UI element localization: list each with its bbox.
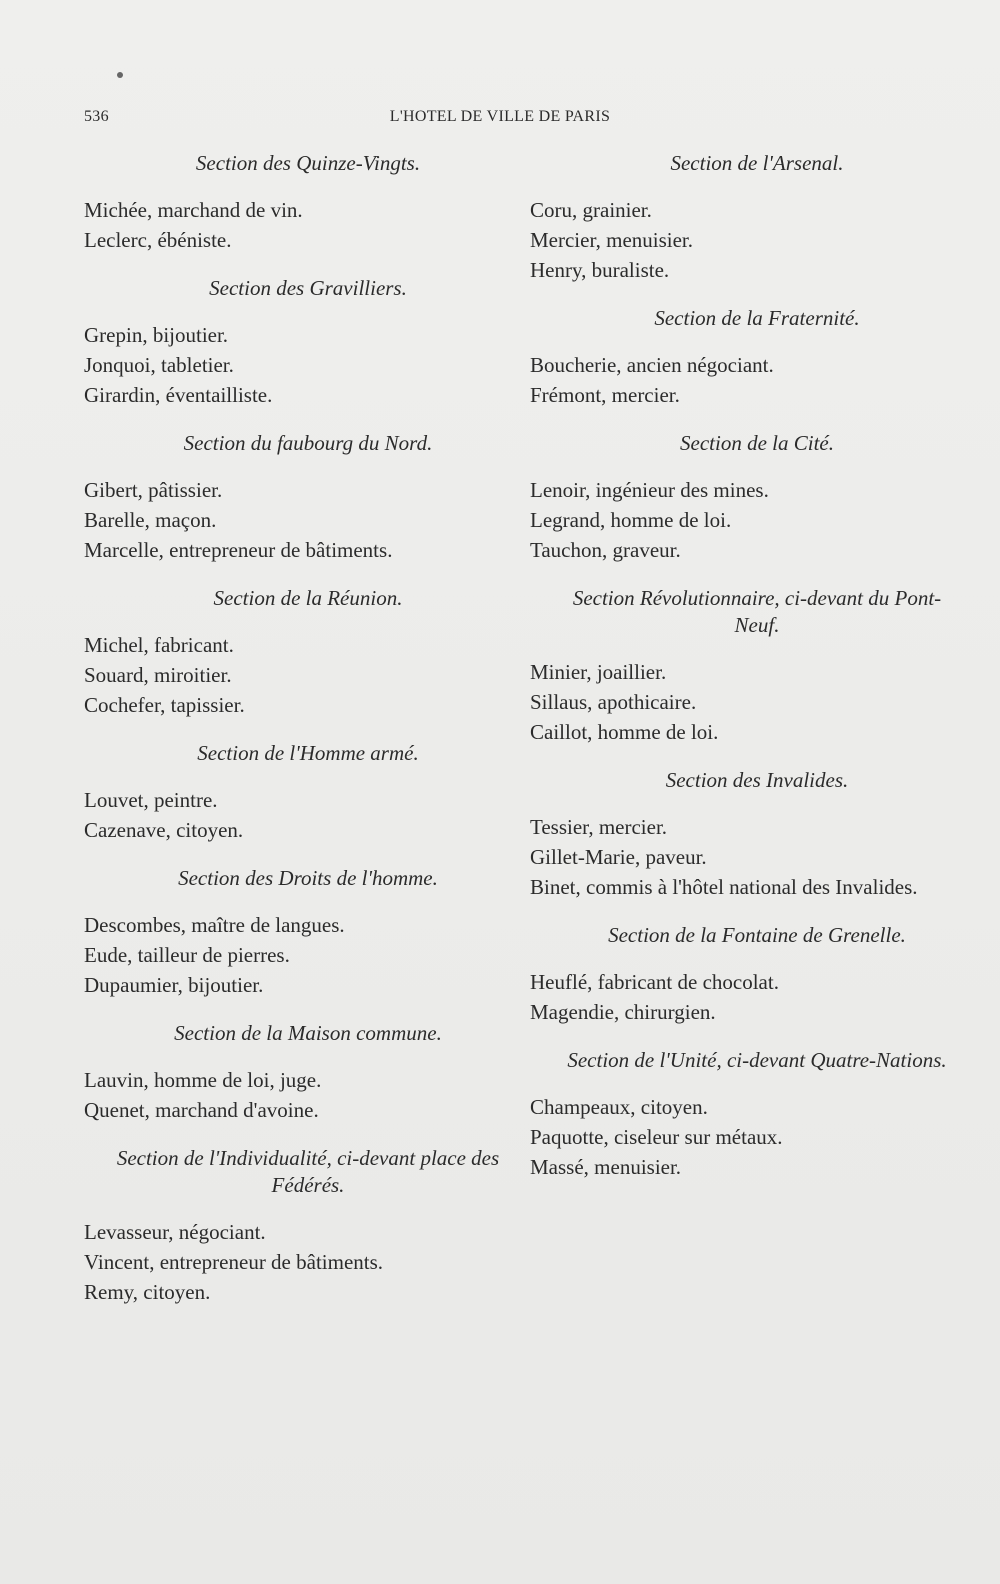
section-block: [84, 275, 514, 410]
member-list: [530, 657, 960, 747]
member-entry: Lenoir, ingénieur des mines.: [530, 478, 769, 502]
section-block: [530, 767, 960, 902]
member-list: [84, 320, 514, 410]
section-title: Section du faubourg du Nord.: [183, 431, 433, 455]
running-title: L'HOTEL DE VILLE DE PARIS: [389, 108, 611, 125]
member-entry: Souard, miroitier.: [84, 663, 232, 687]
section-title: Section Révolutionnaire, ci-devant du Pont-Neuf.: [572, 586, 942, 637]
member-entry: Jonquoi, tabletier.: [84, 353, 234, 377]
member-entry: Magendie, chirurgien.: [530, 1000, 716, 1024]
member-list: [530, 812, 960, 902]
section-block: [530, 1047, 960, 1182]
section-block: [84, 150, 514, 255]
member-entry: Mercier, menuisier.: [530, 228, 694, 252]
member-entry: Levasseur, négociant.: [84, 1220, 266, 1244]
section-title: Section de la Réunion.: [213, 586, 403, 610]
section-title: Section des Invalides.: [665, 768, 849, 792]
member-list: [84, 910, 514, 1000]
member-entry: Michel, fabricant.: [84, 633, 234, 657]
right-column: [530, 150, 960, 1202]
member-entry: Marcelle, entrepreneur de bâtiments.: [84, 538, 393, 562]
member-entry: Michée, marchand de vin.: [84, 198, 303, 222]
section-title: Section des Quinze-Vingts.: [195, 151, 421, 175]
member-entry: Tessier, mercier.: [530, 815, 668, 839]
section-block: [530, 150, 960, 285]
member-entry: Grepin, bijoutier.: [84, 323, 229, 347]
member-entry: Girardin, éventailliste.: [84, 383, 273, 407]
member-list: [530, 967, 960, 1027]
page-number: 536: [84, 108, 109, 125]
member-entry: Vincent, entrepreneur de bâtiments.: [84, 1250, 384, 1274]
member-entry: Eude, tailleur de pierres.: [84, 943, 290, 967]
member-list: [84, 475, 514, 565]
member-entry: Caillot, homme de loi.: [530, 720, 719, 744]
member-entry: Sillaus, apothicaire.: [530, 690, 697, 714]
member-entry: Lauvin, homme de loi, juge.: [84, 1068, 322, 1092]
section-title: Section de la Fontaine de Grenelle.: [608, 923, 906, 947]
section-block: [84, 740, 514, 845]
member-list: [530, 475, 960, 565]
section-block: [530, 585, 960, 747]
member-entry: Frémont, mercier.: [530, 383, 680, 407]
member-entry: Henry, buraliste.: [530, 258, 670, 282]
member-entry: Dupaumier, bijoutier.: [84, 973, 264, 997]
section-block: [84, 585, 514, 720]
section-title: Section de la Fraternité.: [654, 306, 860, 330]
member-entry: Massé, menuisier.: [530, 1155, 682, 1179]
member-entry: Cazenave, citoyen.: [84, 818, 244, 842]
member-entry: Gibert, pâtissier.: [84, 478, 223, 502]
section-title: Section de l'Homme armé.: [197, 741, 419, 765]
page-header: [0, 108, 1000, 132]
member-list: [530, 1092, 960, 1182]
section-title: Section des Gravilliers.: [209, 276, 407, 300]
member-list: [84, 1065, 514, 1125]
member-entry: Remy, citoyen.: [84, 1280, 211, 1304]
member-entry: Tauchon, graveur.: [530, 538, 681, 562]
member-list: [84, 630, 514, 720]
section-title: Section de l'Individualité, ci-devant place des Fédérés.: [116, 1146, 500, 1197]
member-list: [84, 785, 514, 845]
text-columns: [84, 150, 947, 1430]
section-title: Section de l'Arsenal.: [670, 151, 844, 175]
section-block: [84, 1145, 514, 1307]
section-block: [84, 1020, 514, 1125]
member-entry: Cochefer, tapissier.: [84, 693, 245, 717]
member-entry: Champeaux, citoyen.: [530, 1095, 708, 1119]
section-title: Section de l'Unité, ci-devant Quatre-Nations.: [567, 1048, 947, 1072]
member-entry: Leclerc, ébéniste.: [84, 228, 232, 252]
section-block: [84, 865, 514, 1000]
member-entry: Minier, joaillier.: [530, 660, 667, 684]
member-list: [84, 1217, 514, 1307]
member-entry: Gillet-Marie, paveur.: [530, 845, 707, 869]
member-list: [84, 195, 514, 255]
member-entry: Paquotte, ciseleur sur métaux.: [530, 1125, 783, 1149]
member-entry: Barelle, maçon.: [84, 508, 217, 532]
section-block: [530, 305, 960, 410]
member-entry: Boucherie, ancien négociant.: [530, 353, 774, 377]
section-block: [84, 430, 514, 565]
member-entry: Binet, commis à l'hôtel national des Invalides.: [530, 875, 918, 899]
member-entry: Louvet, peintre.: [84, 788, 218, 812]
member-entry: Quenet, marchand d'avoine.: [84, 1098, 319, 1122]
section-block: [530, 922, 960, 1027]
member-entry: Coru, grainier.: [530, 198, 652, 222]
member-entry: Legrand, homme de loi.: [530, 508, 732, 532]
section-title: Section de la Cité.: [680, 431, 834, 455]
member-entry: Heuflé, fabricant de chocolat.: [530, 970, 779, 994]
section-title: Section des Droits de l'homme.: [178, 866, 438, 890]
member-list: [530, 195, 960, 285]
left-column: [84, 150, 514, 1327]
member-list: [530, 350, 960, 410]
section-title: Section de la Maison commune.: [174, 1021, 442, 1045]
ink-speck: [117, 72, 123, 78]
section-block: [530, 430, 960, 565]
member-entry: Descombes, maître de langues.: [84, 913, 345, 937]
